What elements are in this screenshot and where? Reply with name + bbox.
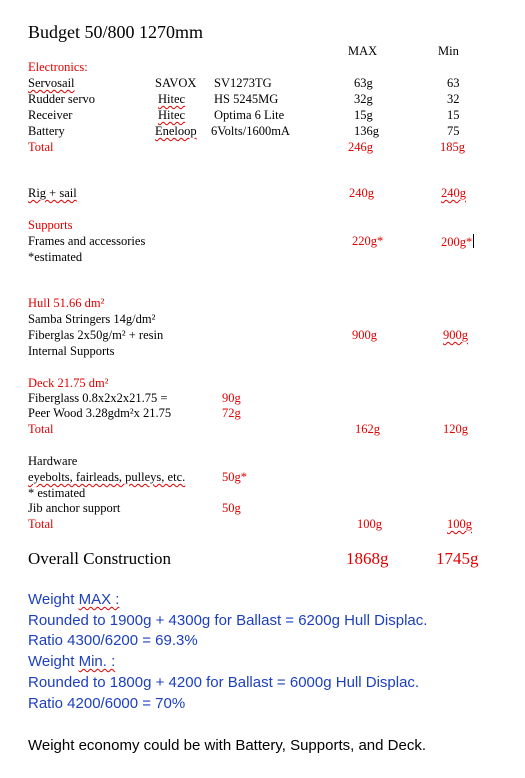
supports-line1: Frames and accessories xyxy=(28,234,146,248)
item-brand: Hitec xyxy=(158,108,186,122)
rig-max: 240g xyxy=(349,186,374,200)
supports-max: 220g* xyxy=(352,234,384,248)
item-name: Rudder servo xyxy=(28,92,95,106)
item-max: 63g xyxy=(354,76,373,90)
hardware-heading: Hardware xyxy=(28,454,78,468)
hardware-total-max: 100g xyxy=(357,517,382,531)
deck-heading: Deck 21.75 dm² xyxy=(28,376,109,390)
rig-label-text: Rig + sail xyxy=(28,186,77,200)
deck-total-label: Total xyxy=(28,422,54,436)
overall-max: 1868g xyxy=(346,549,389,568)
rounded-max: Rounded to 1900g + 4300g for Ballast = 6200g Hull Displac. xyxy=(28,612,428,629)
col-header-max: MAX xyxy=(348,44,378,58)
item-name: Battery xyxy=(28,124,65,138)
item-min: 15 xyxy=(447,108,460,122)
supports-heading: Supports xyxy=(28,218,73,232)
rounded-min: Rounded to 1800g + 4200 for Ballast = 6000g Hull Displac. xyxy=(28,674,420,691)
hardware-line2: * estimated xyxy=(28,486,86,500)
ratio-max: Ratio 4300/6200 = 69.3% xyxy=(28,632,198,649)
conclusion: Weight economy could be with Battery, Supports, and Deck. xyxy=(28,737,426,754)
item-model: 6Volts/1600mA xyxy=(211,124,290,138)
electronics-total-label: Total xyxy=(28,140,54,154)
item-max: 15g xyxy=(354,108,373,122)
item-brand: Eneloop xyxy=(155,124,197,138)
weight-label-underlined: Min. : xyxy=(78,653,116,670)
item-min: 32 xyxy=(447,92,460,106)
deck-total-min: 120g xyxy=(443,422,468,436)
hull-line2: Fiberglas 2x50g/m² + resin xyxy=(28,328,164,342)
item-brand: SAVOX xyxy=(155,76,197,90)
text-cursor xyxy=(473,234,474,248)
item-min: 63 xyxy=(447,76,460,90)
electronics-heading: Electronics: xyxy=(28,60,88,74)
item-model: SV1273TG xyxy=(214,76,272,90)
rig-label xyxy=(28,186,77,200)
weight-min-label-wrap: Weight Min. : xyxy=(28,653,116,670)
electronics-total-max: 246g xyxy=(348,140,373,154)
item-min: 75 xyxy=(447,124,460,138)
hull-min: 900g xyxy=(443,328,468,342)
weight-max-label-wrap: Weight MAX : xyxy=(28,591,120,608)
ratio-min: Ratio 4200/6000 = 70% xyxy=(28,695,186,712)
hardware-total-min: 100g xyxy=(447,517,472,531)
rig-min: 240g xyxy=(441,186,466,200)
page-title: Budget 50/800 1270mm xyxy=(28,22,203,42)
col-header-min: Min xyxy=(438,44,459,58)
hardware-line1: eyebolts, fairleads, pulleys, etc. xyxy=(28,470,186,484)
hardware-line1-wrap xyxy=(28,470,185,484)
weight-label-underlined: MAX : xyxy=(78,591,120,608)
electronics-total-min: 185g xyxy=(440,140,465,154)
overall-min: 1745g xyxy=(436,549,479,568)
supports-min-wrap xyxy=(441,234,474,249)
supports-line2: *estimated xyxy=(28,250,83,264)
hardware-total-label: Total xyxy=(28,517,54,531)
item-brand: Hitec xyxy=(158,92,186,106)
deck-line2: Peer Wood 3.28gdm²x 21.75 xyxy=(28,406,172,420)
hardware-line1-value: 50g* xyxy=(222,470,247,484)
deck-line1: Fiberglass 0.8x2x2x21.75 = xyxy=(28,391,168,405)
hull-heading: Hull 51.66 dm² xyxy=(28,296,105,310)
supports-min: 200g* xyxy=(441,235,473,249)
item-max: 32g xyxy=(354,92,373,106)
hull-line1: Samba Stringers 14g/dm² xyxy=(28,312,156,326)
overall-label: Overall Construction xyxy=(28,549,172,568)
item-name: Servosail xyxy=(28,76,75,90)
hardware-line3-value: 50g xyxy=(222,501,241,515)
item-name: Receiver xyxy=(28,108,73,122)
deck-line1-value: 90g xyxy=(222,391,241,405)
item-model: Optima 6 Lite xyxy=(214,108,285,122)
item-model: HS 5245MG xyxy=(214,92,279,106)
deck-total-max: 162g xyxy=(355,422,380,436)
item-max: 136g xyxy=(354,124,379,138)
hull-max: 900g xyxy=(352,328,377,342)
hull-line3: Internal Supports xyxy=(28,344,115,358)
hardware-line3: Jib anchor support xyxy=(28,501,121,515)
deck-line2-value: 72g xyxy=(222,406,241,420)
